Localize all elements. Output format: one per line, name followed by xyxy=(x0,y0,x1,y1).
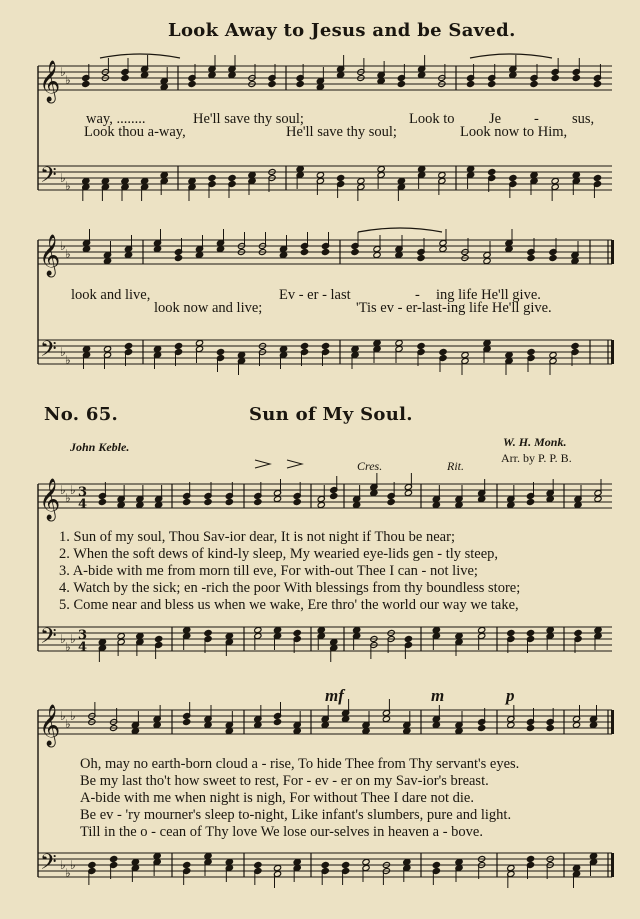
note-head xyxy=(153,345,161,352)
lyric: - xyxy=(415,287,420,303)
verse-line: 5. Come near and bless us when we wake, Ere thro' the world our way we take, xyxy=(59,597,519,613)
note-head xyxy=(228,174,236,181)
note-head xyxy=(551,74,559,81)
note-head xyxy=(153,245,161,252)
note-head xyxy=(188,80,196,87)
note-head xyxy=(593,80,601,87)
note-head xyxy=(153,852,161,859)
note-head xyxy=(254,721,262,728)
verse-line: Oh, may no earth-born cloud a - rise, To hide Thee from Thy servant's eyes. xyxy=(80,756,520,772)
note-head xyxy=(403,727,411,734)
note-head xyxy=(594,626,602,633)
lyric: look now and live; xyxy=(154,300,263,316)
flat-sign: ♭ xyxy=(70,858,76,872)
note-head xyxy=(155,501,163,508)
note-head xyxy=(526,629,534,636)
note-head xyxy=(455,501,463,508)
flat-sign: ♭ xyxy=(60,709,66,723)
note-head xyxy=(225,498,233,505)
note-head xyxy=(216,245,224,252)
note-head xyxy=(362,727,370,734)
lyric: ing life He'll give. xyxy=(436,287,541,303)
note-head xyxy=(527,348,535,355)
note-head xyxy=(131,858,139,865)
treble-clef: 𝄞 xyxy=(39,479,61,520)
flat-sign: ♭ xyxy=(65,179,71,193)
note-head xyxy=(117,501,125,508)
hymn-title: Sun of My Soul. xyxy=(249,404,413,425)
note-head xyxy=(101,177,109,184)
note-head xyxy=(546,724,554,731)
time-signature: 4 xyxy=(78,497,88,512)
note-head xyxy=(362,858,370,865)
time-signature: 4 xyxy=(78,640,88,655)
verse-line: Be ev - 'ry mourner's sleep to-night, Like infant's slumbers, pure and light. xyxy=(80,807,512,823)
dynamic-m: m xyxy=(431,686,445,705)
note-head xyxy=(225,632,233,639)
note-head xyxy=(337,71,345,78)
note-head xyxy=(174,342,182,349)
note-head xyxy=(549,254,557,261)
flat-sign: ♭ xyxy=(60,345,66,359)
note-head xyxy=(594,495,602,502)
note-head xyxy=(204,721,212,728)
note-head xyxy=(418,71,426,78)
note-head xyxy=(509,71,517,78)
note-head xyxy=(404,489,412,496)
note-head xyxy=(183,626,191,633)
note-head xyxy=(208,174,216,181)
note-head xyxy=(455,858,463,865)
note-head xyxy=(507,721,515,728)
final-bar xyxy=(611,853,614,877)
note-head xyxy=(316,171,324,178)
note-head xyxy=(507,629,515,636)
note-head xyxy=(417,342,425,349)
note-head xyxy=(574,629,582,636)
note-head xyxy=(317,501,325,508)
note-head xyxy=(204,852,212,859)
flat-sign: ♭ xyxy=(65,353,71,367)
note-head xyxy=(505,351,513,358)
note-head xyxy=(571,342,579,349)
flat-sign: ♭ xyxy=(60,632,66,646)
note-head xyxy=(321,721,329,728)
note-head xyxy=(357,177,365,184)
flat-sign: ♭ xyxy=(70,483,76,497)
note-head xyxy=(141,71,149,78)
note-head xyxy=(353,626,361,633)
lyric: Ev - er - last xyxy=(279,287,351,303)
slur xyxy=(470,54,552,58)
note-head xyxy=(526,855,534,862)
note-head xyxy=(455,727,463,734)
flat-sign: ♭ xyxy=(65,640,71,654)
note-head xyxy=(593,174,601,181)
note-head xyxy=(273,495,281,502)
note-head xyxy=(467,165,475,172)
note-head xyxy=(321,861,329,868)
note-head xyxy=(273,718,281,725)
note-head xyxy=(124,342,132,349)
note-head xyxy=(432,626,440,633)
note-head xyxy=(296,165,304,172)
verse-line: 2. When the soft dews of kind-ly sleep, My wearied eye-lids gen - tly steep, xyxy=(59,546,499,562)
note-head xyxy=(124,251,132,258)
flat-sign: ♭ xyxy=(60,483,66,497)
verse-line: 4. Watch by the sick; en -rich the poor With blessings from thy boundless store; xyxy=(59,580,521,596)
flat-sign: ♭ xyxy=(60,171,66,185)
note-head xyxy=(488,168,496,175)
note-head xyxy=(216,348,224,355)
note-head xyxy=(507,501,515,508)
treble-clef: 𝄞 xyxy=(39,705,61,746)
verse-line: 3. A-bide with me from morn till eve, For with-out Thee I can - not live; xyxy=(59,563,478,579)
note-head xyxy=(572,74,580,81)
note-head xyxy=(417,254,425,261)
note-head xyxy=(530,80,538,87)
note-head xyxy=(527,254,535,261)
lyric: Je xyxy=(489,111,502,127)
lyric: Look thou a-way, xyxy=(84,124,186,140)
note-head xyxy=(397,80,405,87)
flat-sign: ♭ xyxy=(70,709,76,723)
lyric: look and live, xyxy=(71,287,151,303)
note-head xyxy=(439,348,447,355)
note-head xyxy=(438,171,446,178)
note-head xyxy=(574,501,582,508)
time-signature: 3 xyxy=(78,485,88,500)
note-head xyxy=(293,498,301,505)
note-head xyxy=(98,638,106,645)
flat-sign: ♭ xyxy=(65,247,71,261)
note-head xyxy=(418,165,426,172)
note-head xyxy=(483,339,491,346)
note-head xyxy=(467,80,475,87)
note-head xyxy=(110,855,118,862)
note-head xyxy=(377,165,385,172)
note-head xyxy=(488,80,496,87)
dynamic-rit: Rit. xyxy=(447,459,464,473)
note-head xyxy=(330,638,338,645)
bass-clef: 𝄢 xyxy=(40,850,57,880)
lyric: He'll save thy soul; xyxy=(286,124,397,140)
verse-line: Till in the o - cean of Thy love We lose our-selves in heaven a - bove. xyxy=(80,824,483,840)
note-head xyxy=(505,245,513,252)
note-head xyxy=(316,83,324,90)
note-head xyxy=(121,74,129,81)
treble-clef: 𝄞 xyxy=(39,61,61,102)
flat-sign: ♭ xyxy=(65,717,71,731)
note-head xyxy=(208,71,216,78)
note-head xyxy=(546,626,554,633)
note-head xyxy=(478,724,486,731)
note-head xyxy=(526,724,534,731)
time-signature: 3 xyxy=(78,628,88,643)
note-head xyxy=(572,864,580,871)
note-head xyxy=(279,251,287,258)
note-head xyxy=(351,345,359,352)
hymn-number: No. 65. xyxy=(44,404,119,425)
treble-clef: 𝄞 xyxy=(39,235,61,276)
note-head xyxy=(572,171,580,178)
dynamic-p: p xyxy=(506,686,515,705)
lyric: way, ........ xyxy=(86,111,146,127)
note-head xyxy=(254,498,262,505)
flat-sign: ♭ xyxy=(70,632,76,646)
note-head xyxy=(321,248,329,255)
note-head xyxy=(551,177,559,184)
note-head xyxy=(317,626,325,633)
note-head xyxy=(155,635,163,642)
verse-line: Be my last tho't how sweet to rest, For - ev - er on my Sav-ior's breast. xyxy=(80,773,489,789)
final-bar xyxy=(611,240,614,264)
note-head xyxy=(589,721,597,728)
note-head xyxy=(549,351,557,358)
note-head xyxy=(204,629,212,636)
lyric: Look to xyxy=(409,111,455,127)
note-head xyxy=(183,498,191,505)
note-head xyxy=(273,626,281,633)
note-head xyxy=(353,501,361,508)
slur xyxy=(100,54,180,58)
flat-sign: ♭ xyxy=(60,858,66,872)
note-head xyxy=(117,632,125,639)
note-head xyxy=(404,635,412,642)
bass-clef: 𝄢 xyxy=(40,337,57,367)
note-head xyxy=(478,495,486,502)
note-head xyxy=(195,339,203,346)
note-head xyxy=(174,254,182,261)
note-head xyxy=(160,83,168,90)
hymn-title: Look Away to Jesus and be Saved. xyxy=(168,20,516,41)
note-head xyxy=(351,248,359,255)
note-head xyxy=(82,80,90,87)
bass-clef: 𝄢 xyxy=(40,163,57,193)
note-head xyxy=(188,177,196,184)
note-head xyxy=(461,351,469,358)
note-head xyxy=(526,498,534,505)
note-head xyxy=(183,718,191,725)
note-head xyxy=(296,80,304,87)
note-head xyxy=(432,721,440,728)
note-head xyxy=(509,174,517,181)
note-head xyxy=(254,861,262,868)
slur xyxy=(358,228,442,232)
note-head xyxy=(279,345,287,352)
note-head xyxy=(395,251,403,258)
note-head xyxy=(572,721,580,728)
bass-clef: 𝄢 xyxy=(40,624,57,654)
note-head xyxy=(373,339,381,346)
lyric: Look now to Him, xyxy=(460,124,568,140)
note-head xyxy=(82,177,90,184)
lyric: - xyxy=(534,111,539,127)
lyric: He'll save thy soul; xyxy=(193,111,304,127)
note-head xyxy=(403,858,411,865)
note-head xyxy=(204,498,212,505)
note-head xyxy=(248,171,256,178)
verse-line: A-bide with me when night is nigh, For without Thee I dare not die. xyxy=(80,790,474,806)
flat-sign: ♭ xyxy=(65,491,71,505)
note-head xyxy=(195,251,203,258)
note-head xyxy=(225,727,233,734)
note-head xyxy=(483,257,491,264)
note-head xyxy=(237,351,245,358)
note-head xyxy=(183,861,191,868)
note-head xyxy=(273,864,281,871)
note-head xyxy=(141,177,149,184)
note-head xyxy=(121,177,129,184)
note-head xyxy=(293,858,301,865)
note-head xyxy=(88,861,96,868)
note-head xyxy=(342,715,350,722)
note-head xyxy=(160,171,168,178)
note-head xyxy=(546,495,554,502)
note-head xyxy=(103,257,111,264)
note-head xyxy=(153,721,161,728)
note-head xyxy=(225,858,233,865)
dynamic-cres: Cres. xyxy=(357,459,383,473)
crescendo-hairpin xyxy=(255,460,270,468)
note-head xyxy=(370,489,378,496)
note-head xyxy=(342,861,350,868)
note-head xyxy=(131,727,139,734)
note-head xyxy=(377,77,385,84)
flat-sign: ♭ xyxy=(60,65,66,79)
note-head xyxy=(530,171,538,178)
note-head xyxy=(136,501,144,508)
note-head xyxy=(387,498,395,505)
note-head xyxy=(589,852,597,859)
note-head xyxy=(321,342,329,349)
composer: W. H. Monk. xyxy=(503,435,567,449)
note-head xyxy=(337,174,345,181)
final-bar xyxy=(611,710,614,734)
note-head xyxy=(330,492,338,499)
note-head xyxy=(300,248,308,255)
note-head xyxy=(293,629,301,636)
note-head xyxy=(478,626,486,633)
lyric: 'Tis ev - er-last-ing life He'll give. xyxy=(356,300,552,316)
note-head xyxy=(228,71,236,78)
note-head xyxy=(455,632,463,639)
note-head xyxy=(98,498,106,505)
note-head xyxy=(439,245,447,252)
note-head xyxy=(300,342,308,349)
lyric: sus, xyxy=(572,111,595,127)
final-bar xyxy=(611,340,614,364)
flat-sign: ♭ xyxy=(65,73,71,87)
note-head xyxy=(571,257,579,264)
verse-line: 1. Sun of my soul, Thou Sav-ior dear, It is not night if Thou be near; xyxy=(59,529,455,545)
note-head xyxy=(136,632,144,639)
note-head xyxy=(254,626,262,633)
note-head xyxy=(293,727,301,734)
note-head xyxy=(82,245,90,252)
note-head xyxy=(268,80,276,87)
note-head xyxy=(432,861,440,868)
note-head xyxy=(432,501,440,508)
flat-sign: ♭ xyxy=(60,239,66,253)
note-head xyxy=(395,339,403,346)
arranger: Arr. by P. P. B. xyxy=(501,451,572,465)
note-head xyxy=(373,251,381,258)
author: John Keble. xyxy=(70,440,130,454)
decrescendo-hairpin xyxy=(287,460,302,468)
flat-sign: ♭ xyxy=(65,866,71,880)
note-head xyxy=(82,345,90,352)
note-head xyxy=(382,715,390,722)
dynamic-mf: mf xyxy=(325,686,344,705)
note-head xyxy=(397,177,405,184)
note-head xyxy=(103,345,111,352)
note-head xyxy=(507,864,515,871)
